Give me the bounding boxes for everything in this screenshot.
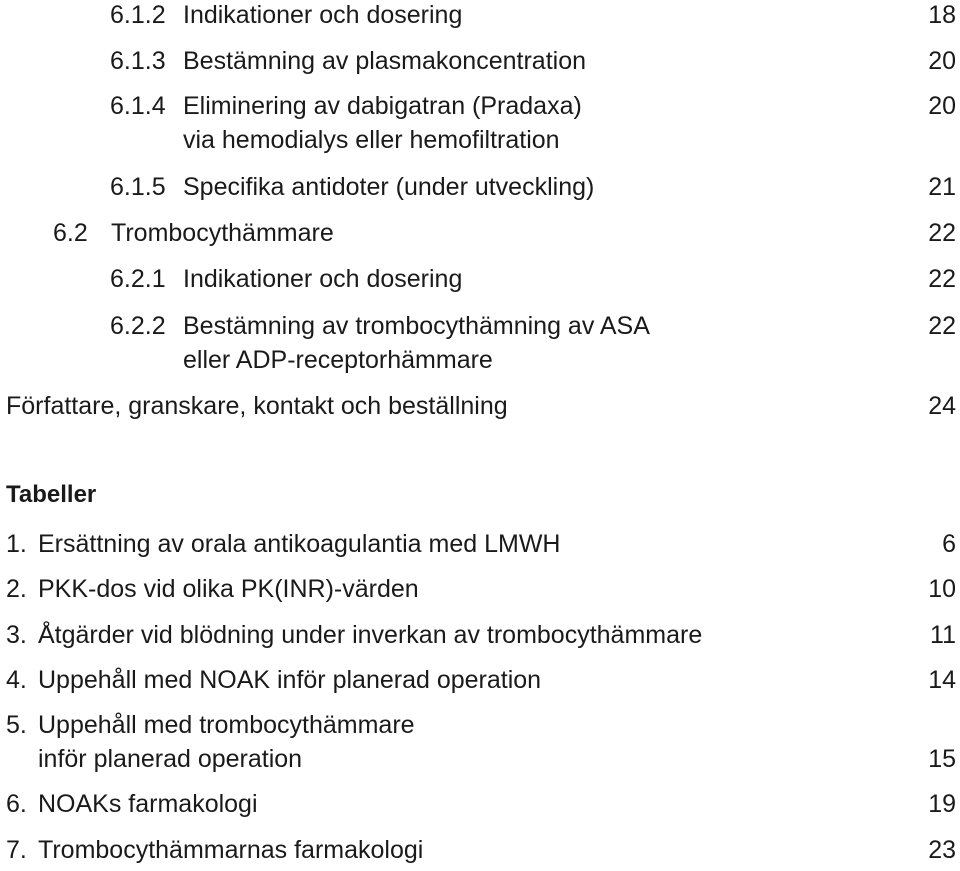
table-list-number: 2. [6, 575, 27, 603]
toc-entry-title [183, 170, 594, 204]
table-list-title-line: inför planerad operation [38, 745, 303, 773]
table-list-page: 14 [928, 666, 956, 694]
toc-entry-page: 22 [928, 219, 956, 247]
toc-entry-title-line: Bestämning av trombocythämning av ASA [183, 312, 650, 340]
toc-entry-title [183, 44, 586, 78]
toc-entry-page: 20 [928, 47, 956, 75]
tables-heading: Tabeller [6, 481, 97, 508]
table-list-title [38, 527, 561, 561]
table-list-page: 11 [930, 621, 956, 649]
toc-entry-title [6, 389, 508, 423]
table-list-number: 6. [6, 790, 27, 818]
table-list-title [38, 708, 415, 776]
toc-entry-number: 6.1.3 [110, 47, 166, 75]
toc-entry-title-line: Författare, granskare, kontakt och beställning [6, 392, 508, 420]
table-list-number: 1. [6, 530, 27, 558]
toc-entry-title [111, 216, 334, 250]
toc-entry-title [183, 309, 650, 377]
table-list-title-line: NOAKs farmakologi [38, 790, 258, 818]
table-list-title-line: Ersättning av orala antikoagulantia med LMWH [38, 530, 561, 558]
table-list-title-line: PKK-dos vid olika PK(INR)-värden [38, 575, 419, 603]
table-list-title-line: Uppehåll med trombocythämmare [38, 711, 415, 739]
toc-entry-title [183, 0, 462, 32]
toc-entry-number: 6.1.2 [110, 1, 166, 29]
table-list-number: 3. [6, 621, 27, 649]
toc-entry-number: 6.2.2 [110, 312, 166, 340]
toc-entry-page: 20 [928, 92, 956, 120]
table-list-page: 6 [942, 530, 956, 558]
table-list-title [38, 663, 541, 697]
table-list-title [38, 618, 702, 652]
toc-entry-title-line: Indikationer och dosering [183, 265, 463, 293]
toc-entry-title-line: Specifika antidoter (under utveckling) [183, 173, 595, 201]
toc-entry-title-line: Trombocythämmare [111, 219, 334, 247]
toc-entry-title-line: Indikationer och dosering [183, 1, 463, 29]
table-list-title-line: Uppehåll med NOAK inför planerad operation [38, 666, 542, 694]
toc-entry-title-line: Eliminering av dabigatran (Pradaxa) [183, 92, 582, 120]
table-list-page: 10 [928, 575, 956, 603]
table-list-title-line: Trombocythämmarnas farmakologi [38, 836, 424, 864]
toc-entry-title-line: via hemodialys eller hemofiltration [183, 126, 560, 154]
table-list-title [38, 833, 423, 867]
toc-entry-title-line: Bestämning av plasmakoncentration [183, 47, 587, 75]
toc-entry-title [183, 89, 582, 157]
toc-entry-page: 24 [928, 392, 956, 420]
table-list-number: 5. [6, 711, 27, 739]
table-list-title [38, 572, 419, 606]
toc-entry-title-line: eller ADP-receptorhämmare [183, 346, 493, 374]
table-list-title [38, 787, 258, 821]
toc-entry-number: 6.1.5 [110, 173, 166, 201]
toc-entry-page: 22 [928, 312, 956, 340]
table-list-number: 7. [6, 836, 27, 864]
toc-entry-page: 22 [928, 265, 956, 293]
toc-entry-number: 6.2.1 [110, 265, 166, 293]
table-list-number: 4. [6, 666, 27, 694]
toc-entry-page: 21 [928, 173, 956, 201]
toc-entry-title [183, 262, 462, 296]
table-list-page: 23 [928, 836, 956, 864]
table-list-title-line: Åtgärder vid blödning under inverkan av trombocythämmare [38, 621, 703, 649]
toc-entry-number: 6.1.4 [110, 92, 166, 120]
toc-entry-number: 6.2 [53, 219, 88, 247]
table-list-page: 15 [928, 745, 956, 773]
table-list-page: 19 [928, 790, 956, 818]
toc-entry-page: 18 [928, 1, 956, 29]
